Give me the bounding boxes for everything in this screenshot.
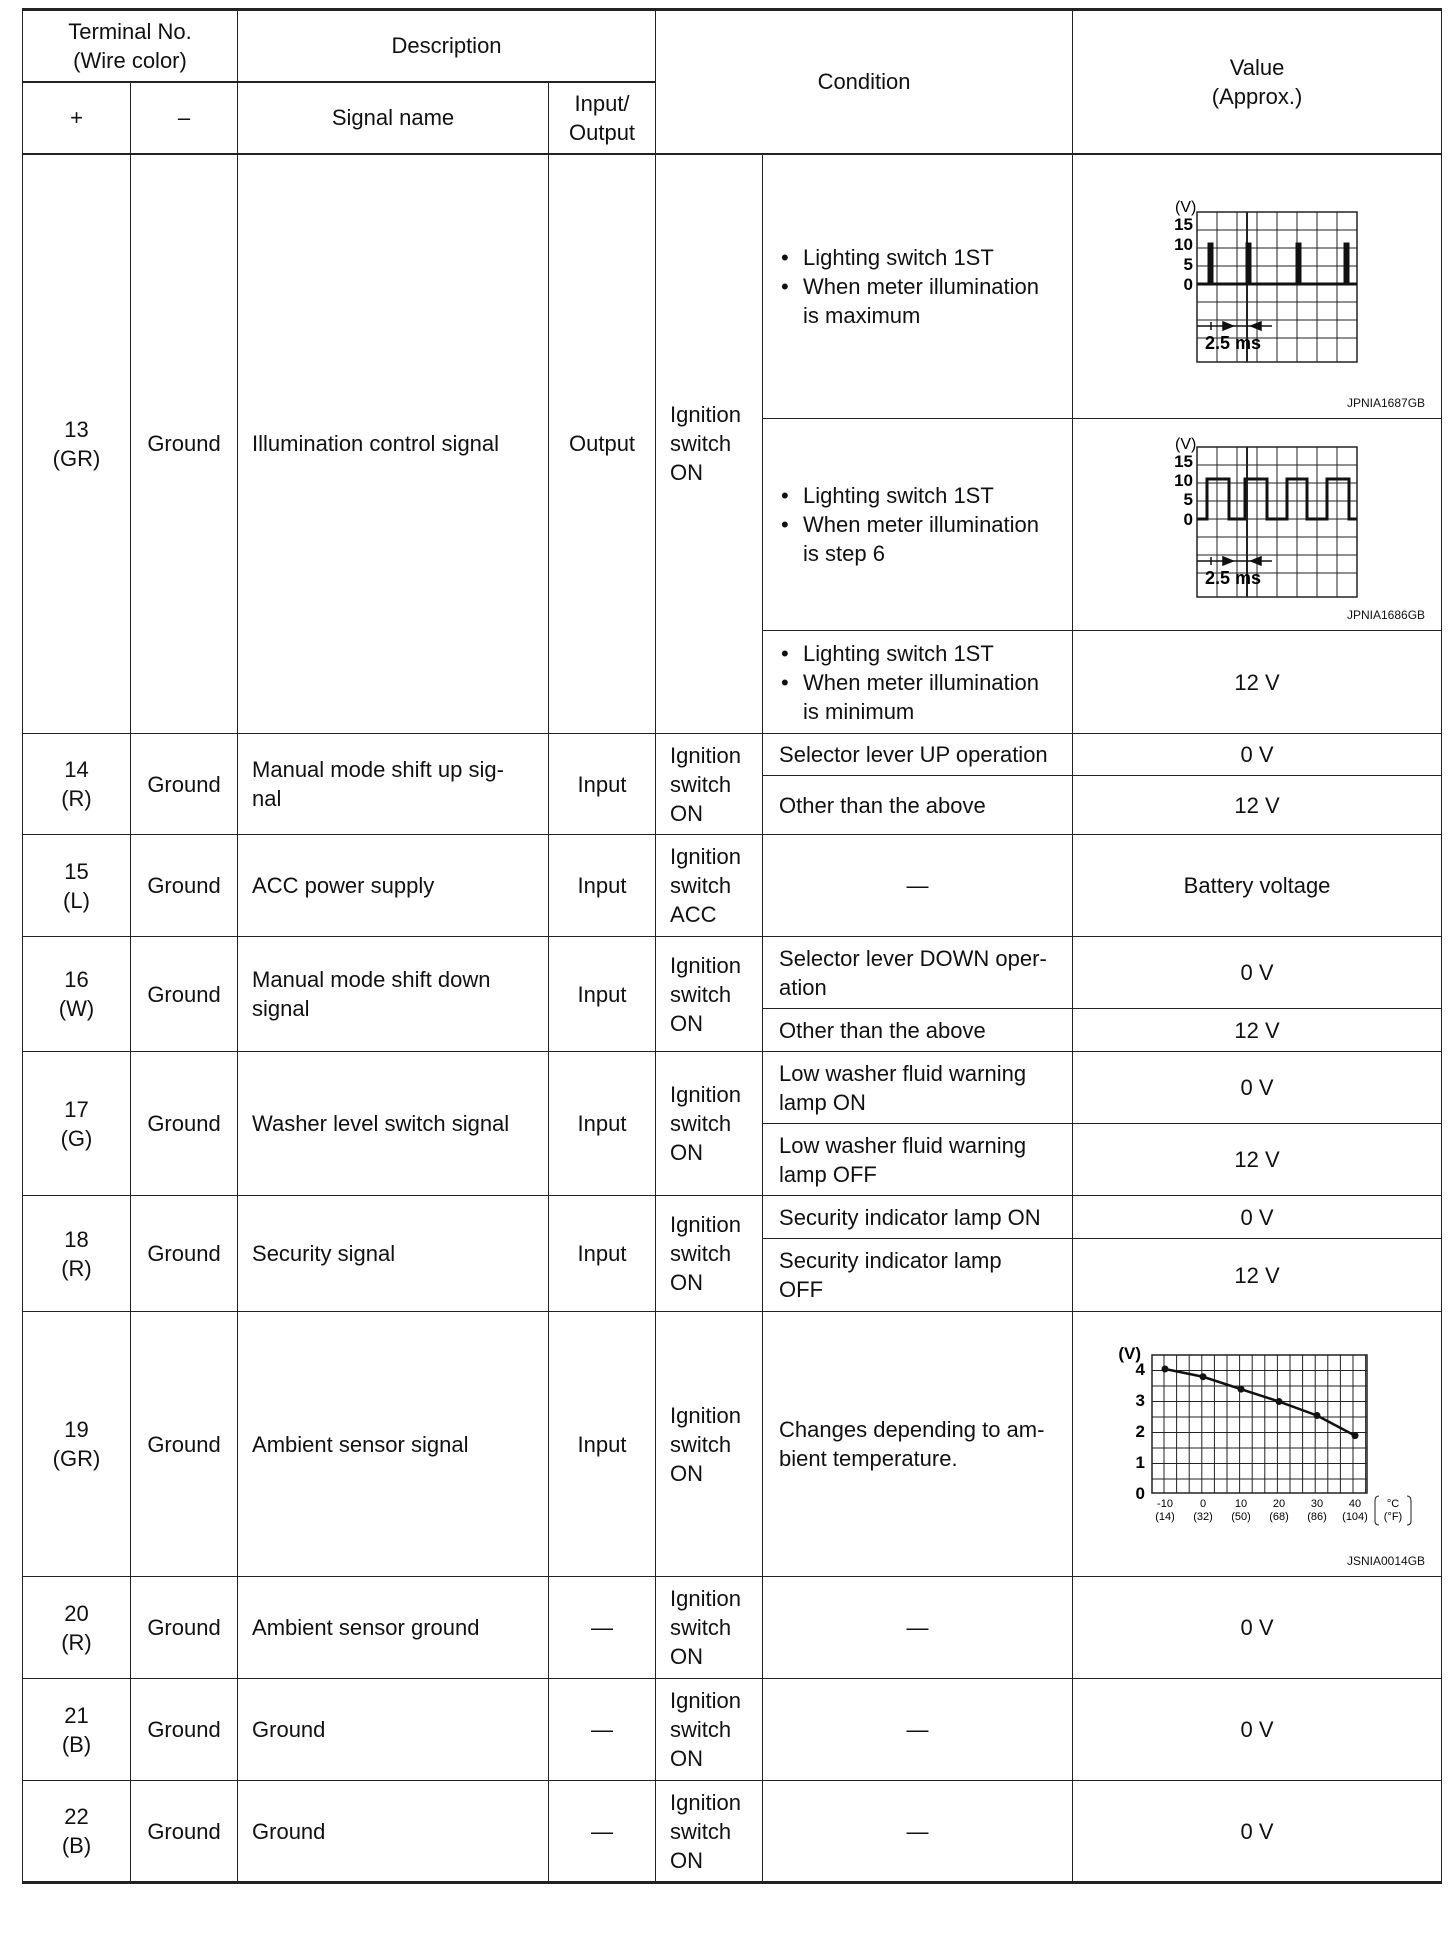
terminal-22-ignition: Ignition switch ON — [656, 1781, 763, 1883]
terminal-19-signal: Ambient sensor signal — [238, 1312, 549, 1577]
figure-code: JSNIA0014GB — [1347, 1554, 1426, 1568]
terminal-13-signal: Illumination control signal — [238, 154, 549, 734]
terminal-14-io: Input — [549, 734, 656, 835]
data-point — [1162, 1366, 1169, 1373]
terminal-19-io: Input — [549, 1312, 656, 1577]
x-tick-label: 40 — [1348, 1498, 1362, 1510]
header-condition — [656, 10, 1073, 154]
terminal-15-ignition: Ignition switch ACC — [656, 835, 763, 937]
terminal-13-ignition: Ignition switch ON — [656, 154, 763, 734]
terminal-18-io: Input — [549, 1196, 656, 1312]
y-tick-label: 0 — [1183, 510, 1194, 529]
graph-x-labels — [1155, 1498, 1402, 1523]
header-plus-text: + — [70, 105, 83, 130]
terminal-18-cond-2: Security indicator lamp OFF — [763, 1239, 1073, 1312]
terminal-17-value-1: 0 V — [1073, 1052, 1442, 1124]
terminal-15-value-1: Battery voltage — [1073, 835, 1442, 937]
series-line — [1165, 1369, 1355, 1436]
header-terminal-text: Terminal No. (Wire color) — [68, 18, 192, 73]
y-tick-label: 4 — [1135, 1360, 1146, 1379]
table-row — [23, 937, 1442, 1009]
terminal-18-signal: Security signal — [238, 1196, 549, 1312]
terminal-17-ignition: Ignition switch ON — [656, 1052, 763, 1196]
terminal-17-signal: Washer level switch signal — [238, 1052, 549, 1196]
terminal-spec-table — [22, 8, 1442, 1884]
terminal-20-cond-1: — — [763, 1577, 1073, 1679]
terminal-22-minus: Ground — [131, 1781, 238, 1883]
condition-list — [779, 243, 1058, 330]
condition-bullet: • Lighting switch 1ST — [779, 639, 1058, 668]
terminal-22-value-1: 0 V — [1073, 1781, 1442, 1883]
terminal-13-wave-2 — [1073, 419, 1442, 631]
condition-bullet: • Lighting switch 1ST — [779, 243, 1058, 272]
x-unit-label-f: (°F) — [1383, 1511, 1403, 1523]
terminal-17-value-2: 12 V — [1073, 1124, 1442, 1196]
y-unit-label: (V) — [1175, 437, 1197, 453]
terminal-21-value-1: 0 V — [1073, 1679, 1442, 1781]
terminal-21: 21 (B) — [23, 1679, 131, 1781]
y-unit-label: (V) — [1118, 1344, 1142, 1363]
table-row — [23, 1312, 1442, 1577]
terminal-20-signal: Ambient sensor ground — [238, 1577, 549, 1679]
terminal-14-minus: Ground — [131, 734, 238, 835]
terminal-16-value-2: 12 V — [1073, 1009, 1442, 1052]
terminal-19: 19 (GR) — [23, 1312, 131, 1577]
terminal-20: 20 (R) — [23, 1577, 131, 1679]
terminal-21-io: — — [549, 1679, 656, 1781]
terminal-21-ignition: Ignition switch ON — [656, 1679, 763, 1781]
terminal-13: 13 (GR) — [23, 154, 131, 734]
terminal-13-cond-3 — [763, 631, 1073, 734]
terminal-22: 22 (B) — [23, 1781, 131, 1883]
terminal-18-value-1: 0 V — [1073, 1196, 1442, 1239]
header-value-text: Value (Approx.) — [1211, 54, 1303, 109]
figure-code: JPNIA1687GB — [1347, 396, 1426, 410]
terminal-18-ignition: Ignition switch ON — [656, 1196, 763, 1312]
period-label: 2.5 ms — [1205, 568, 1262, 588]
y-unit-label: (V) — [1175, 198, 1197, 216]
terminal-13-io: Output — [549, 154, 656, 734]
x-tick-label-f: (32) — [1193, 1511, 1213, 1523]
x-tick-label: 30 — [1310, 1498, 1324, 1510]
terminal-16-cond-2: Other than the above — [763, 1009, 1073, 1052]
table-row — [23, 1781, 1442, 1883]
period-label: 2.5 ms — [1205, 332, 1262, 353]
period-arrows — [1197, 322, 1272, 330]
terminal-20-io: — — [549, 1577, 656, 1679]
terminal-18-value-2: 12 V — [1073, 1239, 1442, 1312]
terminal-16-value-1: 0 V — [1073, 937, 1442, 1009]
condition-bullet: • When meter illumination is minimum — [779, 668, 1058, 726]
table-row — [23, 734, 1442, 776]
x-tick-label: 0 — [1199, 1498, 1207, 1510]
terminal-20-minus: Ground — [131, 1577, 238, 1679]
terminal-14-cond-2: Other than the above — [763, 776, 1073, 835]
graph-series — [1162, 1366, 1359, 1440]
table-row — [23, 1679, 1442, 1781]
terminal-14-cond-1: Selector lever UP operation — [763, 734, 1073, 776]
terminal-15-io: Input — [549, 835, 656, 937]
condition-bullet: • Lighting switch 1ST — [779, 481, 1058, 510]
x-tick-label-f: (68) — [1269, 1511, 1289, 1523]
terminal-14-value-2: 12 V — [1073, 776, 1442, 835]
condition-bullet: • When meter illumination is step 6 — [779, 510, 1058, 568]
x-tick-label-f: (86) — [1307, 1511, 1327, 1523]
condition-list — [779, 639, 1058, 726]
terminal-18-cond-1: Security indicator lamp ON — [763, 1196, 1073, 1239]
header-condition-text: Condition — [817, 69, 911, 95]
terminal-14-ignition: Ignition switch ON — [656, 734, 763, 835]
table-row — [23, 835, 1442, 937]
terminal-13-wave-1 — [1073, 154, 1442, 419]
header-signal-name — [238, 82, 549, 154]
y-tick-label: 1 — [1135, 1453, 1146, 1472]
y-tick-label: 0 — [1135, 1484, 1146, 1503]
terminal-17-cond-1: Low washer fluid warning lamp ON — [763, 1052, 1073, 1124]
x-tick-label-f: (104) — [1342, 1511, 1368, 1523]
x-unit-bracket — [1407, 1496, 1411, 1525]
y-tick-label: 0 — [1183, 274, 1194, 294]
terminal-16-signal: Manual mode shift down signal — [238, 937, 549, 1052]
x-unit-bracket — [1375, 1496, 1379, 1525]
waveform-wide-pulse — [1127, 437, 1387, 612]
terminal-15-minus: Ground — [131, 835, 238, 937]
terminal-18: 18 (R) — [23, 1196, 131, 1312]
terminal-17-minus: Ground — [131, 1052, 238, 1196]
data-point — [1352, 1432, 1359, 1439]
terminal-19-cond-1: Changes depending to am- bient temperature. — [763, 1312, 1073, 1577]
terminal-16-io: Input — [549, 937, 656, 1052]
terminal-17: 17 (G) — [23, 1052, 131, 1196]
data-point — [1314, 1412, 1321, 1419]
table-row — [23, 1577, 1442, 1679]
data-point — [1238, 1386, 1245, 1393]
y-tick-label: 2 — [1135, 1422, 1146, 1441]
header-terminal — [23, 10, 238, 82]
ambient-sensor-graph — [1097, 1339, 1417, 1549]
data-point — [1276, 1398, 1283, 1405]
terminal-16-cond-1: Selector lever DOWN oper- ation — [763, 937, 1073, 1009]
terminal-14-signal: Manual mode shift up sig- nal — [238, 734, 549, 835]
condition-list — [779, 481, 1058, 568]
x-tick-label: -10 — [1157, 1498, 1173, 1510]
terminal-16-ignition: Ignition switch ON — [656, 937, 763, 1052]
terminal-21-minus: Ground — [131, 1679, 238, 1781]
figure-code: JPNIA1686GB — [1347, 608, 1426, 622]
terminal-18-minus: Ground — [131, 1196, 238, 1312]
x-tick-label-f: (14) — [1155, 1511, 1175, 1523]
terminal-21-signal: Ground — [238, 1679, 549, 1781]
terminal-13-cond-1 — [763, 154, 1073, 419]
terminal-19-minus: Ground — [131, 1312, 238, 1577]
terminal-15: 15 (L) — [23, 835, 131, 937]
terminal-21-cond-1: — — [763, 1679, 1073, 1781]
header-plus — [23, 82, 131, 154]
data-point — [1200, 1373, 1207, 1380]
header-minus — [131, 82, 238, 154]
table-row — [23, 1052, 1442, 1124]
terminal-19-graph — [1073, 1312, 1442, 1577]
terminal-13-value-3: 12 V — [1073, 631, 1442, 734]
y-tick-label: 15 — [1174, 452, 1194, 471]
header-value — [1073, 10, 1442, 154]
terminal-15-signal: ACC power supply — [238, 835, 549, 937]
y-tick-label: 3 — [1135, 1391, 1146, 1410]
terminal-13-minus: Ground — [131, 154, 238, 734]
header-description — [238, 10, 656, 82]
condition-bullet: • When meter illumination is maximum — [779, 272, 1058, 330]
terminal-20-ignition: Ignition switch ON — [656, 1577, 763, 1679]
y-tick-label: 5 — [1183, 254, 1194, 274]
terminal-14: 14 (R) — [23, 734, 131, 835]
y-tick-label: 5 — [1183, 490, 1194, 509]
table-row — [23, 154, 1442, 419]
terminal-15-cond-1: — — [763, 835, 1073, 937]
x-tick-label-f: (50) — [1231, 1511, 1251, 1523]
graph-y-labels — [1118, 1344, 1145, 1503]
waveform-narrow-pulse — [1127, 194, 1387, 379]
x-unit-label: °C — [1386, 1498, 1400, 1510]
header-minus-text: – — [177, 105, 191, 130]
terminal-22-signal: Ground — [238, 1781, 549, 1883]
terminal-16: 16 (W) — [23, 937, 131, 1052]
y-tick-label: 10 — [1174, 234, 1194, 254]
header-description-text: Description — [391, 33, 502, 59]
x-tick-label: 10 — [1234, 1498, 1248, 1510]
terminal-22-cond-1: — — [763, 1781, 1073, 1883]
header-signal-name-text: Signal name — [331, 105, 455, 130]
table-row — [23, 1196, 1442, 1239]
terminal-19-ignition: Ignition switch ON — [656, 1312, 763, 1577]
terminal-14-value-1: 0 V — [1073, 734, 1442, 776]
y-tick-label: 10 — [1174, 471, 1194, 490]
x-tick-label: 20 — [1272, 1498, 1286, 1510]
y-tick-label: 15 — [1174, 214, 1194, 234]
terminal-13-cond-2 — [763, 419, 1073, 631]
terminal-16-minus: Ground — [131, 937, 238, 1052]
header-io — [549, 82, 656, 154]
header-io-text: Input/ Output — [569, 90, 636, 145]
terminal-17-cond-2: Low washer fluid warning lamp OFF — [763, 1124, 1073, 1196]
terminal-22-io: — — [549, 1781, 656, 1883]
period-arrows — [1197, 557, 1272, 565]
terminal-20-value-1: 0 V — [1073, 1577, 1442, 1679]
terminal-17-io: Input — [549, 1052, 656, 1196]
